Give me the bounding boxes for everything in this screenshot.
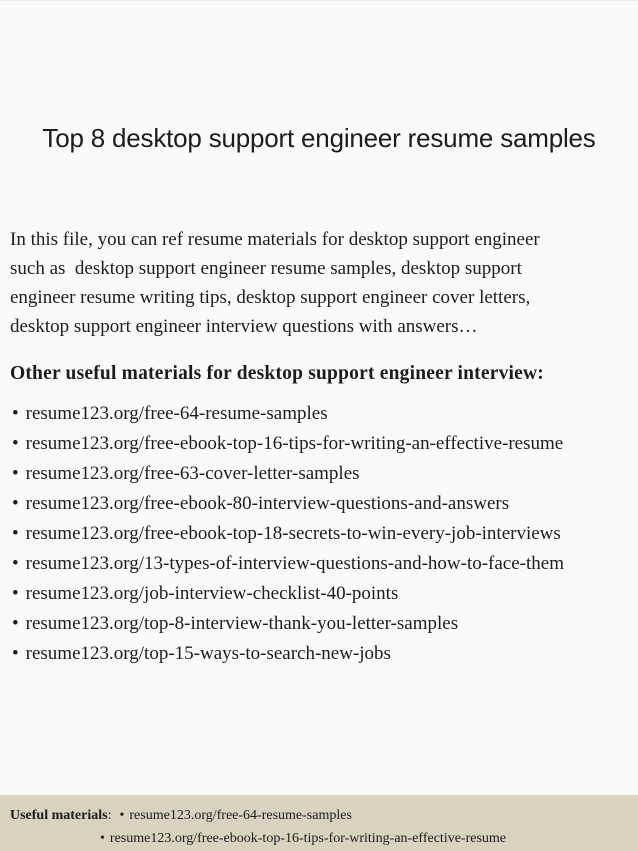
link-text: resume123.org/top-15-ways-to-search-new-jobs <box>25 643 391 664</box>
bullet-icon: • <box>12 493 19 514</box>
section-heading: Other useful materials for desktop support engineer interview: <box>10 363 544 384</box>
resource-links-list <box>12 399 634 669</box>
list-item <box>12 519 634 549</box>
list-item <box>12 639 634 669</box>
bullet-icon: • <box>100 831 105 846</box>
bullet-icon: • <box>12 463 19 484</box>
intro-line: desktop support engineer interview questions with answers… <box>10 316 478 337</box>
footer-bar <box>0 795 638 851</box>
list-item <box>12 459 634 489</box>
intro-line: In this file, you can ref resume materials for desktop support engineer <box>10 229 540 250</box>
link-text: resume123.org/free-63-cover-letter-samples <box>25 463 360 484</box>
footer-line <box>10 804 638 827</box>
list-item <box>12 399 634 429</box>
list-item <box>12 609 634 639</box>
list-item <box>12 429 634 459</box>
intro-line: such as desktop support engineer resume samples, desktop support <box>10 258 522 279</box>
footer-link-text: resume123.org/free-64-resume-samples <box>129 808 352 823</box>
link-text: resume123.org/free-ebook-top-16-tips-for-writing-an-effective-resume <box>25 433 564 454</box>
footer-link-text: resume123.org/free-ebook-top-16-tips-for-writing-an-effective-resume <box>109 831 507 846</box>
list-item <box>12 549 634 579</box>
list-item <box>12 579 634 609</box>
bullet-icon: • <box>12 613 19 634</box>
bullet-icon: • <box>12 643 19 664</box>
link-text: resume123.org/free-ebook-top-18-secrets-to-win-every-job-interviews <box>25 523 561 544</box>
intro-line: engineer resume writing tips, desktop support engineer cover letters, <box>10 287 531 308</box>
bullet-icon: • <box>119 808 125 823</box>
link-text: resume123.org/13-types-of-interview-questions-and-how-to-face-them <box>25 553 564 574</box>
link-text: resume123.org/top-8-interview-thank-you-letter-samples <box>25 613 459 634</box>
link-text: resume123.org/job-interview-checklist-40-points <box>25 583 399 604</box>
list-item <box>12 489 634 519</box>
link-text: resume123.org/free-ebook-80-interview-questions-and-answers <box>25 493 510 514</box>
footer-label-colon: : <box>107 808 112 823</box>
bullet-icon: • <box>12 403 19 424</box>
footer-label: Useful materials <box>10 808 108 823</box>
bullet-icon: • <box>12 433 19 454</box>
bullet-icon: • <box>12 553 19 574</box>
footer-line <box>10 827 638 850</box>
bullet-icon: • <box>12 583 19 604</box>
intro-paragraph <box>10 225 632 341</box>
bullet-icon: • <box>12 523 19 544</box>
link-text: resume123.org/free-64-resume-samples <box>25 403 328 424</box>
page-title: Top 8 desktop support engineer resume samples <box>42 123 596 153</box>
